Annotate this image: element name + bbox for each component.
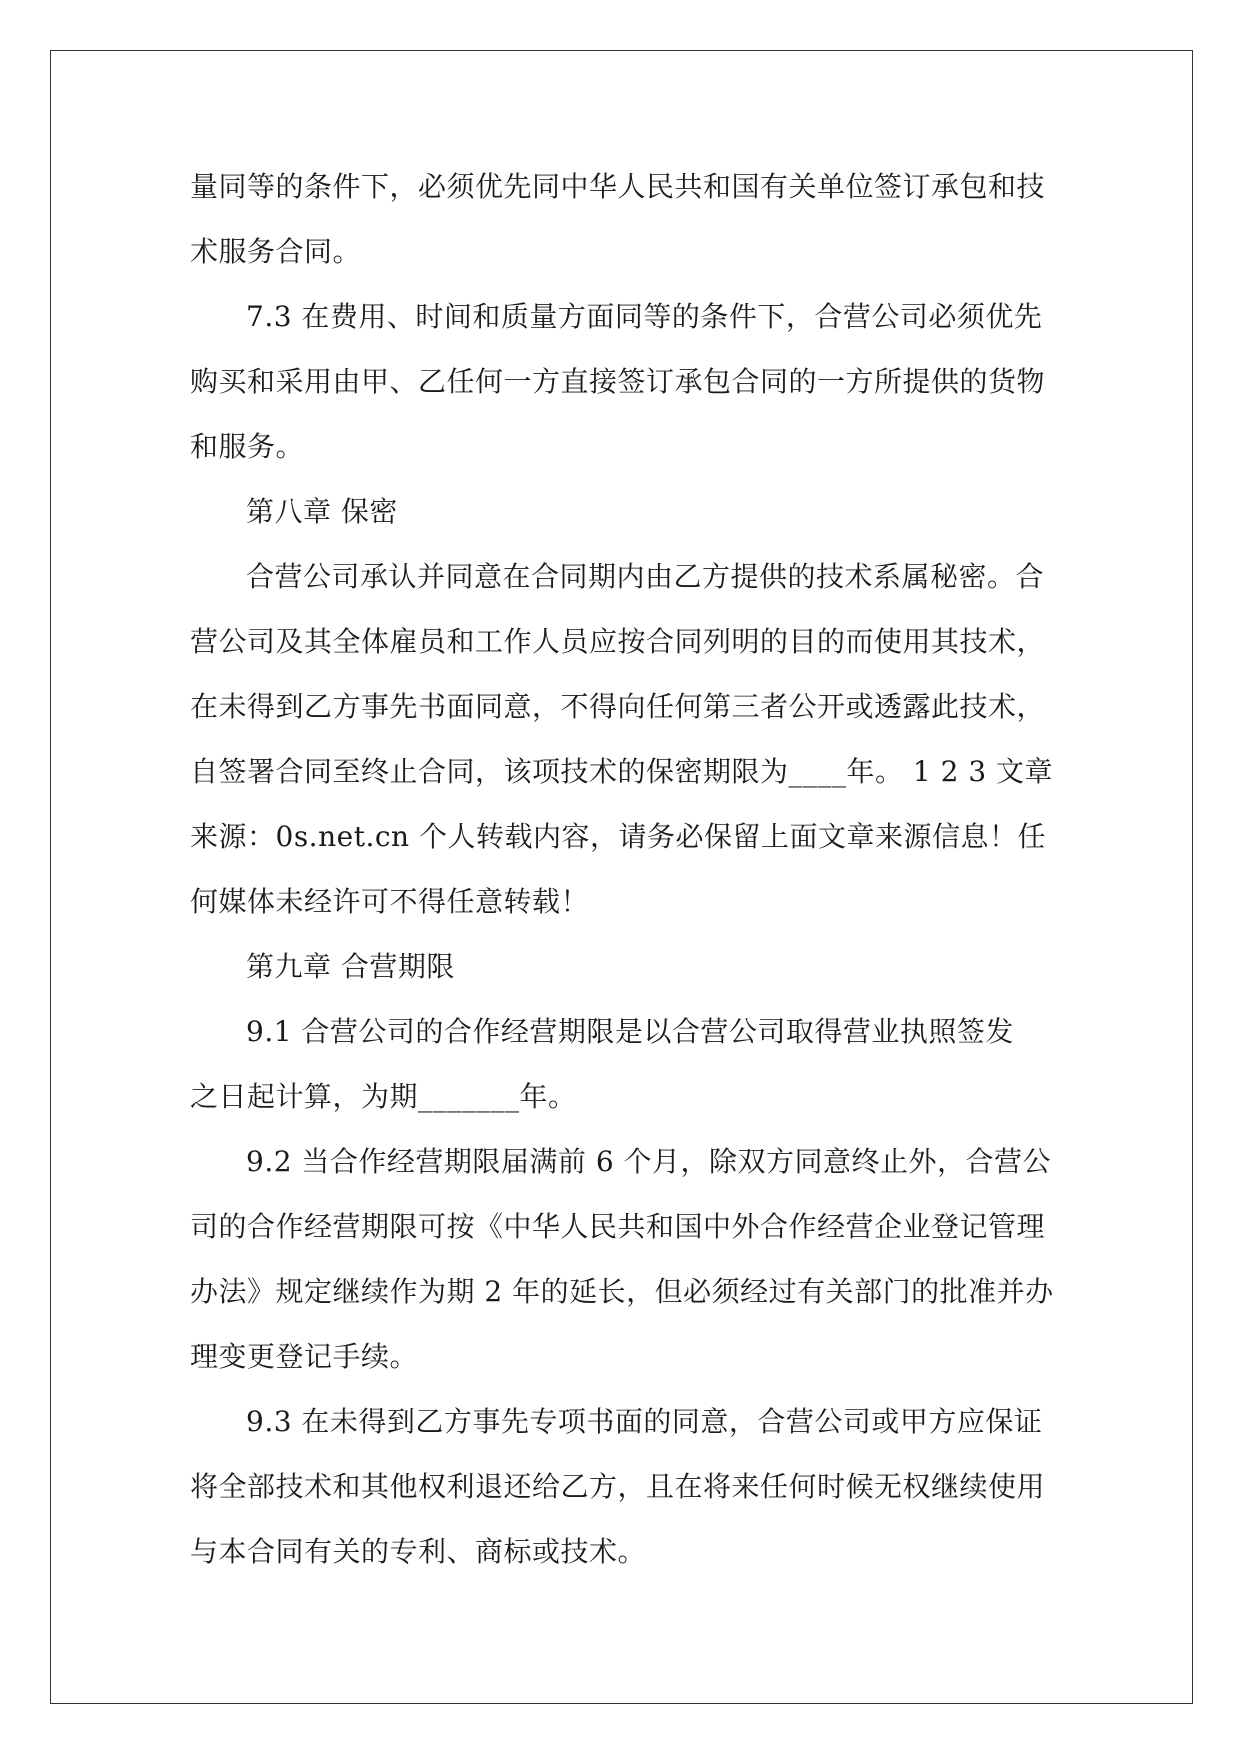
chapter-9-heading: 第九章 合营期限 <box>246 950 455 983</box>
text-line: 在未得到乙方事先书面同意，不得向任何第三者公开或透露此技术， <box>190 690 1046 723</box>
paragraph-7-3: 7.3 在费用、时间和质量方面同等的条件下，合营公司必须优先 <box>246 300 1043 333</box>
text-line: 办法》规定继续作为期 2 年的延长，但必须经过有关部门的批准并办 <box>190 1275 1054 1308</box>
text-line: 术服务合同。 <box>190 235 362 268</box>
text-line: 营公司及其全体雇员和工作人员应按合同列明的目的而使用其技术， <box>190 625 1046 658</box>
text-line: 司的合作经营期限可按《中华人民共和国中外合作经营企业登记管理 <box>190 1210 1046 1243</box>
text-line: 量同等的条件下，必须优先同中华人民共和国有关单位签订承包和技 <box>190 170 1046 203</box>
text-line: 来源：0s.net.cn 个人转载内容，请务必保留上面文章来源信息！任 <box>190 820 1046 853</box>
paragraph-9-2: 9.2 当合作经营期限届满前 6 个月，除双方同意终止外，合营公 <box>246 1145 1052 1178</box>
chapter-8-paragraph: 合营公司承认并同意在合同期内由乙方提供的技术系属秘密。合 <box>246 560 1045 593</box>
text-line: 与本合同有关的专利、商标或技术。 <box>190 1535 647 1568</box>
text-line: 自签署合同至终止合同，该项技术的保密期限为____年。 1 2 3 文章 <box>190 755 1054 788</box>
text-line: 何媒体未经许可不得任意转载！ <box>190 885 590 918</box>
text-line: 之日起计算，为期_______年。 <box>190 1080 577 1113</box>
text-line: 将全部技术和其他权利退还给乙方，且在将来任何时候无权继续使用 <box>190 1470 1046 1503</box>
text-line: 购买和采用由甲、乙任何一方直接签订承包合同的一方所提供的货物 <box>190 365 1046 398</box>
text-line: 理变更登记手续。 <box>190 1340 419 1373</box>
text-line: 和服务。 <box>190 430 305 463</box>
chapter-8-heading: 第八章 保密 <box>246 495 398 528</box>
document-body <box>190 154 1060 1584</box>
paragraph-9-3: 9.3 在未得到乙方事先专项书面的同意，合营公司或甲方应保证 <box>246 1405 1043 1438</box>
paragraph-9-1: 9.1 合营公司的合作经营期限是以合营公司取得营业执照签发 <box>246 1015 1014 1048</box>
